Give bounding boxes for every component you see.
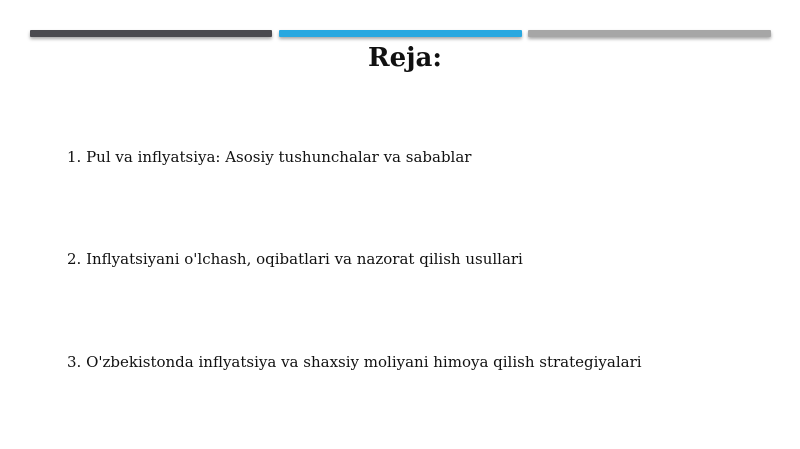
plan-item-3: 3. O'zbekistonda inflyatsiya va shaxsiy moliyani himoya qilish strategiyalari bbox=[67, 353, 642, 371]
plan-item-1: 1. Pul va inflyatsiya: Asosiy tushunchalar va sabablar bbox=[67, 148, 472, 166]
decorative-bar-gray bbox=[528, 30, 771, 37]
plan-item-2: 2. Inflyatsiyani o'lchash, oqibatlari va nazorat qilish usullari bbox=[67, 250, 523, 268]
decorative-bar-dark bbox=[30, 30, 272, 37]
slide-title: Reja: bbox=[367, 43, 442, 73]
decorative-bar-blue bbox=[279, 30, 522, 37]
